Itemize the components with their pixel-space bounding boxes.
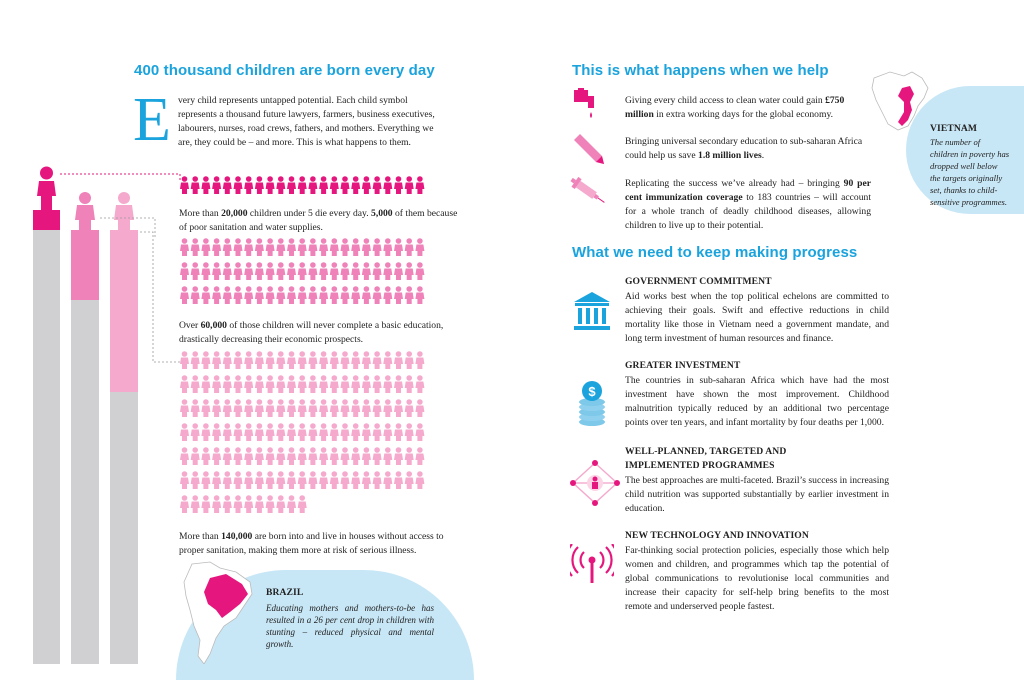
child-pictogram-icon — [180, 447, 189, 465]
child-pictogram-icon — [191, 238, 200, 256]
help-item-education: Bringing universal secondary education to sub-saharan Africa could help us save 1.8 million lives. — [625, 136, 863, 161]
child-pictogram-icon — [201, 176, 210, 194]
child-pictogram-icon — [201, 351, 210, 369]
child-pictogram-icon — [191, 176, 200, 194]
child-pictogram-icon — [405, 262, 414, 280]
child-pictogram-icon — [362, 399, 371, 417]
child-pictogram-icon — [180, 375, 189, 393]
child-pictogram-icon — [266, 375, 275, 393]
child-pictogram-icon — [212, 447, 221, 465]
child-pictogram-icon — [266, 238, 275, 256]
section-investment-text: The countries in sub-saharan Africa which have had the most investment have shown the most improvement. Childhood malnutrition typically reduced by an additional two percentage points over ten years, and infant mortality by four deaths per 1,000. — [625, 375, 889, 428]
child-pictogram-icon — [319, 238, 328, 256]
child-pictogram-icon — [201, 399, 210, 417]
section-government-text: Aid works best when the top political echelons are committed to achieving their goals. Swift and effective reductions in child mortality like those in Vietnam need a government mandate, and long term investment of human resources and finance. — [625, 291, 889, 344]
grey-bar-3 — [110, 392, 138, 664]
child-pictogram-icon — [212, 262, 221, 280]
child-pictogram-icon — [255, 262, 264, 280]
child-pictogram-icon — [351, 176, 360, 194]
paragraph-education: Over 60,000 of those children will never complete a basic education, drastically decreasing their economic prospects. — [179, 320, 444, 345]
child-pictogram-icon — [298, 495, 307, 513]
child-pictogram-icon — [362, 447, 371, 465]
child-pictogram-icon — [298, 471, 307, 489]
child-pictogram-icon — [266, 351, 275, 369]
child-pictogram-icon — [351, 423, 360, 441]
child-pictogram-icon — [212, 471, 221, 489]
child-pictogram-icon — [383, 471, 392, 489]
child-pictogram-icon — [201, 471, 210, 489]
child-pictogram-icon — [373, 471, 382, 489]
child-pictogram-icon — [287, 423, 296, 441]
paragraph-sanitation: More than 140,000 are born into and live in houses without access to proper sanitation, making them more at risk of serious illness. — [179, 531, 444, 556]
child-pictogram-icon — [362, 471, 371, 489]
child-pictogram-icon — [415, 447, 424, 465]
section-programmes-title: WELL-PLANNED, TARGETED AND IMPLEMENTED PROGRAMMES — [625, 446, 787, 471]
child-pictogram-icon — [201, 286, 210, 304]
child-pictogram-icon — [234, 176, 243, 194]
child-pictogram-icon — [373, 423, 382, 441]
child-pictogram-icon — [276, 399, 285, 417]
child-pictogram-icon — [383, 423, 392, 441]
child-pictogram-icon — [234, 262, 243, 280]
child-pictogram-icon — [415, 351, 424, 369]
child-pictogram-icon — [180, 471, 189, 489]
child-icons-row-1 — [180, 176, 440, 194]
brazil-text: Educating mothers and mothers-to-be has resulted in a 26 per cent drop in children with stunting – reduced physical and mental growth. — [266, 603, 434, 649]
child-pictogram-icon — [298, 375, 307, 393]
child-pictogram-icon — [308, 447, 317, 465]
section-programmes-text: The best approaches are multi-faceted. Brazil’s success in increasing child nutrition was supported substantially by earlier investment in education. — [625, 475, 889, 514]
paragraph-mortality: More than 20,000 children under 5 die every day. 5,000 of them because of poor sanitation and water supplies. — [179, 208, 458, 233]
child-pictogram-icon — [234, 375, 243, 393]
child-pictogram-icon — [308, 423, 317, 441]
child-pictogram-icon — [362, 375, 371, 393]
child-pictogram-icon — [330, 238, 339, 256]
syringe-icon — [568, 174, 608, 208]
child-pictogram-icon — [394, 375, 403, 393]
child-pictogram-icon — [287, 286, 296, 304]
child-pictogram-icon — [415, 471, 424, 489]
child-pictogram-icon — [341, 176, 350, 194]
child-pictogram-icon — [330, 447, 339, 465]
child-pictogram-icon — [266, 286, 275, 304]
child-pictogram-icon — [180, 262, 189, 280]
child-pictogram-icon — [319, 447, 328, 465]
child-pictogram-icon — [362, 286, 371, 304]
child-pictogram-icon — [234, 399, 243, 417]
section-investment-title: GREATER INVESTMENT — [625, 360, 741, 371]
intro-text: very child represents untapped potential. Each child symbol represents a thousand future lawyers, farmers, business executives, labourers, nurses, road crews, fathers, and mothers. Everything we are, they could be – and more. This is what happens to them. — [178, 95, 435, 148]
child-pictogram-icon — [244, 351, 253, 369]
child-pictogram-icon — [223, 262, 232, 280]
child-pictogram-icon — [212, 375, 221, 393]
child-pictogram-icon — [298, 351, 307, 369]
child-pictogram-icon — [212, 495, 221, 513]
child-pictogram-icon — [244, 399, 253, 417]
child-pictogram-icon — [394, 423, 403, 441]
drop-cap: E — [133, 86, 171, 154]
child-pictogram-icon — [319, 176, 328, 194]
child-pictogram-icon — [223, 351, 232, 369]
child-pictogram-icon — [223, 423, 232, 441]
child-pictogram-icon — [394, 286, 403, 304]
help-item-immunization: Replicating the success we’ve already had – bringing 90 per cent immunization coverage to 183 countries – will account for a whole tranch of deadly childhood diseases, allowing children to live up to their potential. — [625, 178, 871, 231]
child-pictogram-icon — [405, 238, 414, 256]
child-pictogram-icon — [394, 262, 403, 280]
child-pictogram-icon — [308, 375, 317, 393]
child-pictogram-icon — [330, 176, 339, 194]
child-pictogram-icon — [234, 447, 243, 465]
child-pictogram-icon — [223, 286, 232, 304]
child-pictogram-icon — [234, 238, 243, 256]
child-pictogram-icon — [276, 176, 285, 194]
child-pictogram-icon — [201, 447, 210, 465]
child-pictogram-icon — [415, 399, 424, 417]
child-pictogram-icon — [415, 286, 424, 304]
child-pictogram-icon — [191, 447, 200, 465]
child-pictogram-icon — [362, 262, 371, 280]
child-pictogram-icon — [383, 351, 392, 369]
child-pictogram-icon — [276, 286, 285, 304]
child-pictogram-icon — [180, 423, 189, 441]
child-pictogram-icon — [287, 495, 296, 513]
child-pictogram-icon — [341, 471, 350, 489]
child-pictogram-icon — [276, 351, 285, 369]
child-pictogram-icon — [415, 262, 424, 280]
child-pictogram-icon — [319, 375, 328, 393]
child-pictogram-icon — [298, 238, 307, 256]
child-pictogram-icon — [223, 495, 232, 513]
child-pictogram-icon — [244, 423, 253, 441]
child-pictogram-icon — [373, 399, 382, 417]
child-pictogram-icon — [298, 176, 307, 194]
child-pictogram-icon — [319, 399, 328, 417]
child-pictogram-icon — [308, 471, 317, 489]
child-pictogram-icon — [191, 495, 200, 513]
help-item-water: Giving every child access to clean water could gain £750 million in extra working days for the global economy. — [625, 95, 845, 120]
child-pictogram-icon — [255, 351, 264, 369]
child-pictogram-icon — [319, 471, 328, 489]
child-pictogram-icon — [266, 495, 275, 513]
child-pictogram-icon — [341, 262, 350, 280]
child-pictogram-icon — [191, 375, 200, 393]
child-pictogram-icon — [234, 495, 243, 513]
child-pictogram-icon — [276, 238, 285, 256]
child-pictogram-icon — [287, 399, 296, 417]
child-pictogram-icon — [276, 471, 285, 489]
child-pictogram-icon — [255, 471, 264, 489]
child-pictogram-icon — [341, 286, 350, 304]
child-pictogram-icon — [255, 399, 264, 417]
child-pictogram-icon — [234, 286, 243, 304]
child-pictogram-icon — [405, 447, 414, 465]
vietnam-map-icon — [868, 68, 938, 138]
child-pictogram-icon — [415, 423, 424, 441]
child-pictogram-icon — [351, 471, 360, 489]
intro-paragraph — [178, 94, 446, 150]
child-pictogram-icon — [351, 238, 360, 256]
child-pictogram-icon — [373, 262, 382, 280]
child-pictogram-icon — [244, 262, 253, 280]
child-pictogram-icon — [223, 176, 232, 194]
child-pictogram-icon — [223, 471, 232, 489]
left-heading: 400 thousand children are born every day — [134, 62, 435, 79]
child-icons-block-2 — [180, 238, 440, 310]
coin-stack-icon — [576, 378, 608, 428]
child-pictogram-icon — [308, 351, 317, 369]
child-pictogram-icon — [405, 423, 414, 441]
child-pictogram-icon — [319, 351, 328, 369]
child-pictogram-icon — [341, 423, 350, 441]
child-pictogram-icon — [298, 447, 307, 465]
child-pictogram-icon — [276, 447, 285, 465]
child-pictogram-icon — [266, 471, 275, 489]
child-pictogram-icon — [255, 176, 264, 194]
child-pictogram-icon — [308, 399, 317, 417]
child-pictogram-icon — [212, 423, 221, 441]
child-pictogram-icon — [244, 238, 253, 256]
child-pictogram-icon — [244, 286, 253, 304]
child-pictogram-icon — [201, 423, 210, 441]
child-pictogram-icon — [319, 262, 328, 280]
child-pictogram-icon — [330, 375, 339, 393]
child-pictogram-icon — [383, 238, 392, 256]
broadcast-antenna-icon — [570, 544, 614, 584]
child-pictogram-icon — [362, 423, 371, 441]
child-pictogram-icon — [351, 351, 360, 369]
child-pictogram-icon — [405, 471, 414, 489]
child-pictogram-icon — [330, 471, 339, 489]
child-pictogram-icon — [298, 399, 307, 417]
child-pictogram-icon — [212, 351, 221, 369]
child-pictogram-icon — [212, 399, 221, 417]
child-pictogram-icon — [191, 423, 200, 441]
child-pictogram-icon — [383, 176, 392, 194]
child-pictogram-icon — [276, 423, 285, 441]
child-pictogram-icon — [383, 447, 392, 465]
child-pictogram-icon — [341, 351, 350, 369]
child-pictogram-icon — [373, 351, 382, 369]
child-pictogram-icon — [180, 399, 189, 417]
child-pictogram-icon — [330, 286, 339, 304]
child-pictogram-icon — [373, 447, 382, 465]
child-pictogram-icon — [266, 262, 275, 280]
child-pictogram-icon — [255, 495, 264, 513]
child-pictogram-icon — [383, 262, 392, 280]
child-pictogram-icon — [351, 262, 360, 280]
child-pictogram-icon — [255, 447, 264, 465]
child-pictogram-icon — [244, 375, 253, 393]
child-pictogram-icon — [201, 262, 210, 280]
child-pictogram-icon — [223, 375, 232, 393]
child-pictogram-icon — [341, 399, 350, 417]
child-pictogram-icon — [223, 399, 232, 417]
section-government-title: GOVERNMENT COMMITMENT — [625, 276, 772, 287]
child-pictogram-icon — [287, 471, 296, 489]
brazil-title: BRAZIL — [266, 587, 304, 598]
child-pictogram-icon — [308, 238, 317, 256]
child-pictogram-icon — [405, 351, 414, 369]
child-pictogram-icon — [394, 176, 403, 194]
child-pictogram-icon — [266, 423, 275, 441]
child-pictogram-icon — [383, 399, 392, 417]
child-pictogram-icon — [341, 238, 350, 256]
child-pictogram-icon — [244, 495, 253, 513]
child-pictogram-icon — [212, 176, 221, 194]
child-pictogram-icon — [319, 423, 328, 441]
child-pictogram-icon — [287, 176, 296, 194]
child-pictogram-icon — [308, 286, 317, 304]
child-pictogram-icon — [415, 238, 424, 256]
child-pictogram-icon — [373, 176, 382, 194]
svg-text:$: $ — [588, 384, 596, 399]
child-pictogram-icon — [351, 286, 360, 304]
child-pictogram-icon — [234, 471, 243, 489]
child-pictogram-icon — [287, 351, 296, 369]
vietnam-text: The number of children in poverty has dropped well below the targets originally set, thanks to child-sensitive programmes. — [930, 137, 1010, 207]
child-pictogram-icon — [234, 351, 243, 369]
child-pictogram-icon — [191, 351, 200, 369]
child-pictogram-icon — [255, 238, 264, 256]
child-pictogram-icon — [191, 399, 200, 417]
child-pictogram-icon — [405, 399, 414, 417]
child-pictogram-icon — [180, 176, 189, 194]
child-pictogram-icon — [383, 286, 392, 304]
child-pictogram-icon — [308, 176, 317, 194]
child-pictogram-icon — [394, 471, 403, 489]
child-pictogram-icon — [266, 447, 275, 465]
child-pictogram-icon — [341, 375, 350, 393]
water-tap-icon — [572, 88, 600, 118]
child-pictogram-icon — [383, 375, 392, 393]
connector-lines — [55, 170, 185, 370]
child-pictogram-icon — [255, 423, 264, 441]
child-pictogram-icon — [405, 375, 414, 393]
child-pictogram-icon — [330, 423, 339, 441]
child-pictogram-icon — [330, 399, 339, 417]
child-pictogram-icon — [308, 262, 317, 280]
child-pictogram-icon — [212, 238, 221, 256]
child-pictogram-icon — [415, 176, 424, 194]
child-pictogram-icon — [191, 286, 200, 304]
network-person-icon — [570, 460, 620, 506]
child-pictogram-icon — [351, 399, 360, 417]
child-pictogram-icon — [180, 286, 189, 304]
child-pictogram-icon — [255, 286, 264, 304]
child-pictogram-icon — [287, 262, 296, 280]
child-pictogram-icon — [415, 375, 424, 393]
child-pictogram-icon — [191, 471, 200, 489]
child-pictogram-icon — [405, 176, 414, 194]
child-pictogram-icon — [287, 447, 296, 465]
child-pictogram-icon — [362, 351, 371, 369]
child-pictogram-icon — [244, 471, 253, 489]
child-pictogram-icon — [191, 262, 200, 280]
child-pictogram-icon — [244, 447, 253, 465]
child-pictogram-icon — [276, 495, 285, 513]
child-pictogram-icon — [373, 286, 382, 304]
child-pictogram-icon — [244, 176, 253, 194]
child-pictogram-icon — [234, 423, 243, 441]
child-pictogram-icon — [266, 399, 275, 417]
child-pictogram-icon — [201, 495, 210, 513]
child-pictogram-icon — [276, 262, 285, 280]
child-pictogram-icon — [351, 447, 360, 465]
child-pictogram-icon — [394, 447, 403, 465]
pencil-icon — [570, 132, 604, 164]
child-pictogram-icon — [351, 375, 360, 393]
child-pictogram-icon — [223, 447, 232, 465]
child-pictogram-icon — [319, 286, 328, 304]
child-pictogram-icon — [394, 351, 403, 369]
government-building-icon — [572, 290, 612, 332]
right-heading-1: This is what happens when we help — [572, 62, 829, 79]
child-pictogram-icon — [330, 262, 339, 280]
child-pictogram-icon — [330, 351, 339, 369]
child-pictogram-icon — [362, 238, 371, 256]
child-pictogram-icon — [180, 351, 189, 369]
child-pictogram-icon — [287, 238, 296, 256]
child-pictogram-icon — [180, 238, 189, 256]
child-pictogram-icon — [394, 399, 403, 417]
child-icons-block-3 — [180, 351, 440, 521]
child-pictogram-icon — [201, 238, 210, 256]
vietnam-title: VIETNAM — [930, 123, 978, 134]
child-pictogram-icon — [180, 495, 189, 513]
child-pictogram-icon — [298, 423, 307, 441]
child-pictogram-icon — [276, 375, 285, 393]
child-pictogram-icon — [373, 375, 382, 393]
child-pictogram-icon — [223, 238, 232, 256]
child-pictogram-icon — [287, 375, 296, 393]
section-technology-title: NEW TECHNOLOGY AND INNOVATION — [625, 530, 809, 541]
child-pictogram-icon — [255, 375, 264, 393]
section-technology-text: Far-thinking social protection policies, especially those which help women and children, and programmes which tap the potential of global communications to revolutionise local communities and increase their capacity for self-help bring benefits to the most remote and underserved people fastest. — [625, 545, 889, 612]
child-pictogram-icon — [341, 447, 350, 465]
child-pictogram-icon — [298, 286, 307, 304]
south-america-map-icon — [180, 560, 260, 664]
child-pictogram-icon — [405, 286, 414, 304]
right-heading-2: What we need to keep making progress — [572, 244, 858, 261]
child-pictogram-icon — [201, 375, 210, 393]
child-pictogram-icon — [298, 262, 307, 280]
child-pictogram-icon — [266, 176, 275, 194]
child-pictogram-icon — [362, 176, 371, 194]
child-pictogram-icon — [394, 238, 403, 256]
child-pictogram-icon — [212, 286, 221, 304]
child-pictogram-icon — [373, 238, 382, 256]
